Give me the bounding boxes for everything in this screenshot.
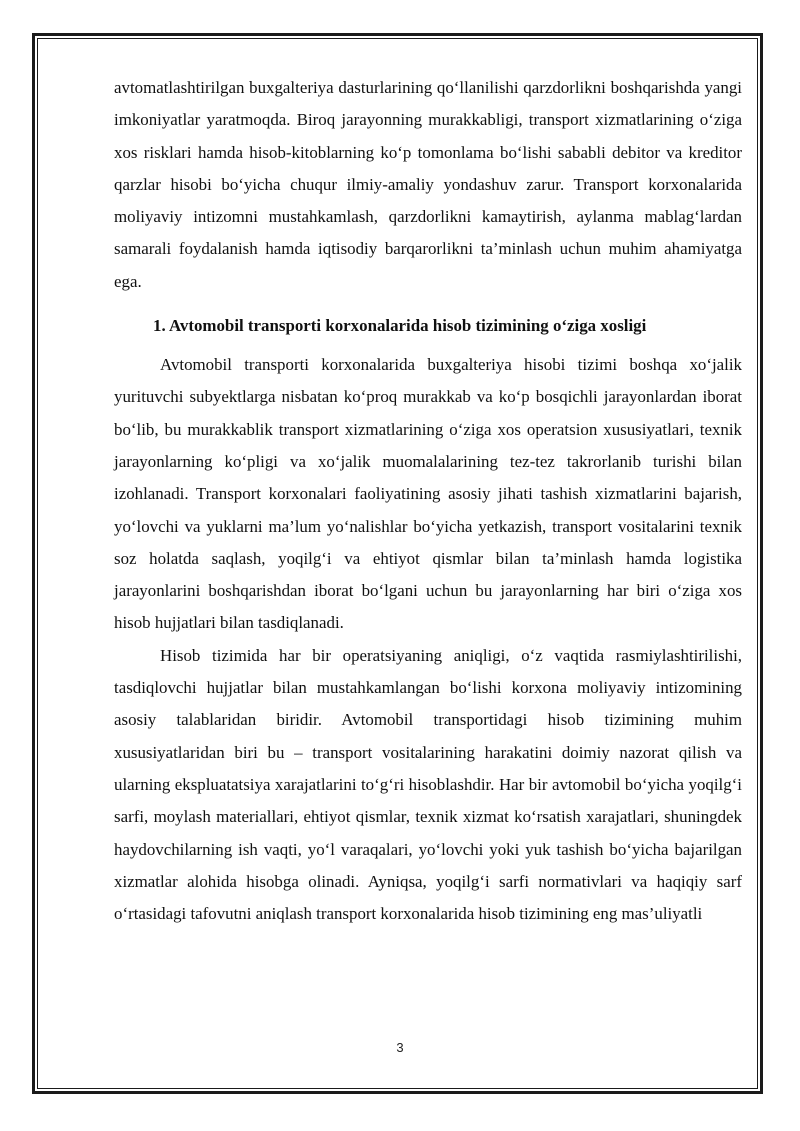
page-number: 3 <box>396 1040 404 1055</box>
document-body <box>114 72 742 930</box>
section-heading: 1. Avtomobil transporti korxonalarida hisob tizimining o‘ziga xosligi <box>153 316 647 336</box>
paragraph-2: Avtomobil transporti korxonalarida buxgalteriya hisobi tizimi boshqa xo‘jalik yurituvchi subyektlarga nisbatan ko‘proq murakkab va ko‘p bosqichli jarayonlardan iborat bo‘lib, bu murakkablik transport xizmatlarining o‘ziga xos operatsion xususiyatlari, texnik jarayonlarning ko‘pligi va xo‘jalik muomalalarining tez-tez takrorlanib turishi bilan izohlanadi. Transport korxonalari faoliyatining asosiy jihati tashish xizmatlarini bajarish, yo‘lovchi va yuklarni ma’lum yo‘nalishlar bo‘yicha yetkazish, transport vositalarini texnik soz holatda saqlash, yoqilg‘i va ehtiyot qismlar bilan ta’minlash hamda logistika jarayonlarini boshqarishdan iborat bo‘lgani uchun bu jarayonlarning har biri o‘ziga xos hisob hujjatlari bilan tasdiqlanadi. <box>114 355 742 633</box>
paragraph-3: Hisob tizimida har bir operatsiyaning aniqligi, o‘z vaqtida rasmiylashtirilishi, tasdiqlovchi hujjatlar bilan mustahkamlangan bo‘lishi korxona moliyaviy intizomining asosiy talablaridan biridir. Avtomobil transportidagi hisob tizimining muhim xususiyatlaridan biri bu – transport vositalarining harakatini doimiy nazorat qilish va ularning ekspluatatsiya xarajatlarini to‘g‘ri hisoblashdir. Har bir avtomobil bo‘yicha yoqilg‘i sarfi, moylash materiallari, ehtiyot qismlar, texnik xizmat ko‘rsatish xarajatlari, shuningdek haydovchilarning ish vaqti, yo‘l varaqalari, yo‘lovchi yoki yuk tashish bo‘yicha bajarilgan xizmatlar alohida hisobga olinadi. Ayniqsa, yoqilg‘i sarfi normativlari va haqiqiy sarf o‘rtasidagi tafovutni aniqlash transport korxonalarida hisob tizimining eng mas’uliyatli <box>114 645 742 924</box>
paragraph-1: avtomatlashtirilgan buxgalteriya dasturlarining qo‘llanilishi qarzdorlikni boshqarishda yangi imkoniyatlar yaratmoqda. Biroq jarayonning murakkabligi, transport xizmatlarining o‘ziga xos risklari hamda hisob-kitoblarning ko‘p tomonlama bo‘lishi sababli debitor va kreditor qarzlar hisobi bo‘yicha chuqur ilmiy-amaliy yondashuv zarur. Transport korxonalarida moliyaviy intizomni mustahkamlash, qarzdorlikni kamaytirish, aylanma mablag‘lardan samarali foydalanish hamda iqtisodiy barqarorlikni ta’minlash uchun muhim ahamiyatga ega. <box>114 78 742 291</box>
